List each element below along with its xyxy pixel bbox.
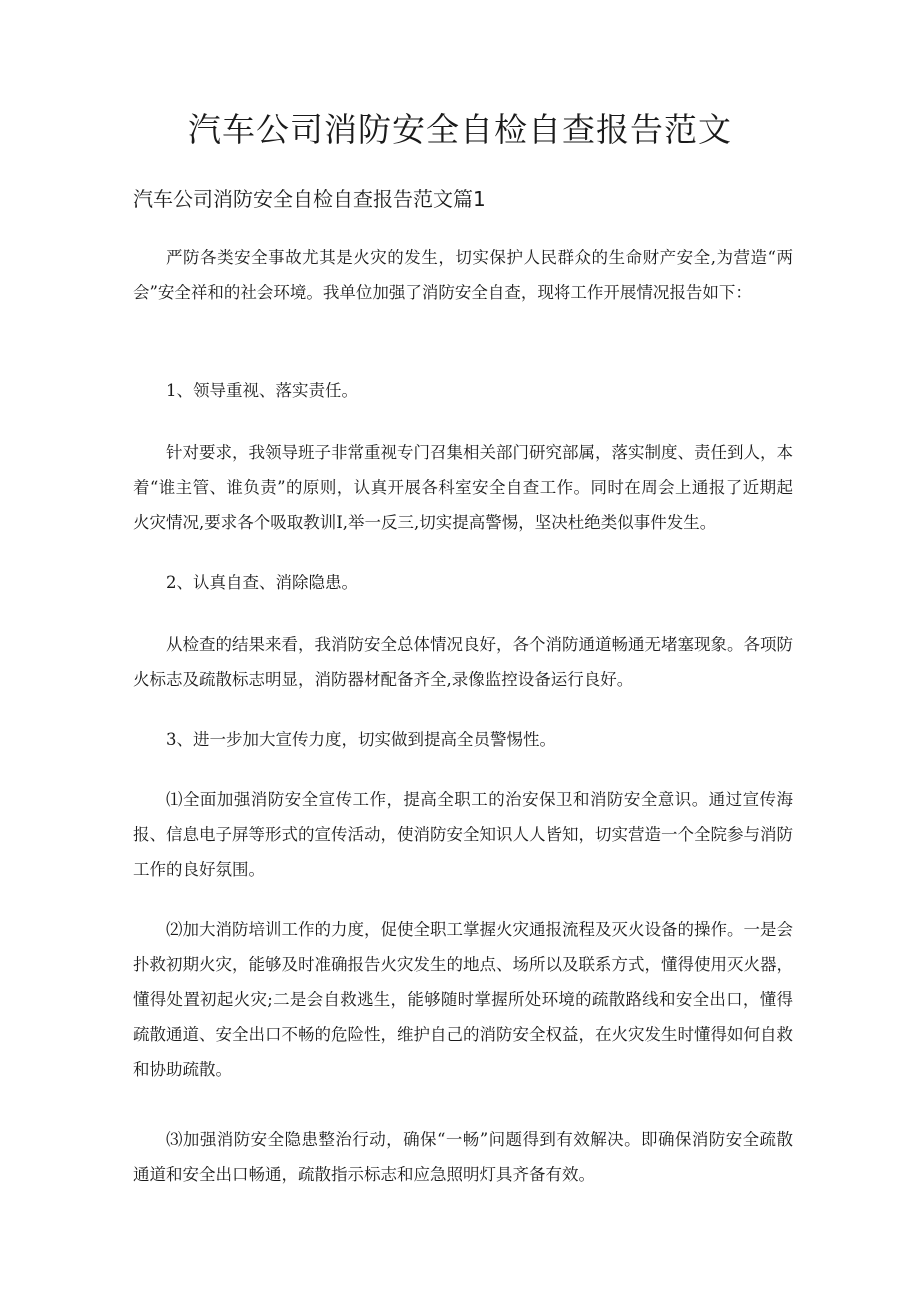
paragraph-leadership: 针对要求，我领导班子非常重视专门召集相关部门研究部属，落实制度、责任到人，本着“谁主管、谁负责”的原则，认真开展各科室安全自查工作。同时在周会上通报了近期起火灾情况,要求各个吸取教训I,举一反三,切实提高警惕，坚决杜绝类似事件发生。 — [133, 443, 793, 532]
item-heading-1: 1、领导重视、落实责任。 — [166, 381, 358, 400]
paragraph-hazard-rectification: ⑶加强消防安全隐患整治行动，确保“一畅”问题得到有效解决。即确保消防安全疏散通道和安全出口畅通，疏散指示标志和应急照明灯具齐备有效。 — [133, 1130, 793, 1184]
paragraph-intro: 严防各类安全事故尤其是火灾的发生，切实保护人民群众的生命财产安全,为营造“两会”安全祥和的社会环境。我单位加强了消防安全自查，现将工作开展情况报告如下： — [133, 248, 793, 302]
item-heading-3: 3、进一步加大宣传力度，切实做到提高全员警惕性。 — [166, 730, 556, 749]
paragraph-publicity: ⑴全面加强消防安全宣传工作，提高全职工的治安保卫和消防安全意识。通过宣传海报、信息电子屏等形式的宣传活动，使消防安全知识人人皆知，切实营造一个全院参与消防工作的良好氛围。 — [133, 790, 793, 879]
paragraph-training: ⑵加大消防培训工作的力度，促使全职工掌握火灾通报流程及灭火设备的操作。一是会扑救初期火灾，能够及时准确报告火灾发生的地点、场所以及联系方式，懂得使用灭火器，懂得处置初起火灾;二是会自救逃生，能够随时掌握所处环境的疏散路线和安全出口，懂得疏散通道、安全出口不畅的危险性，维护自己的消防安全权益，在火灾发生时懂得如何自救和协助疏散。 — [133, 920, 793, 1079]
document-title: 汽车公司消防安全自检自查报告范文 — [188, 110, 732, 149]
paragraph-inspection: 从检查的结果来看，我消防安全总体情况良好，各个消防通道畅通无堵塞现象。各项防火标志及疏散标志明显，消防器材配备齐全,录像监控设备运行良好。 — [133, 635, 793, 689]
item-heading-2: 2、认真自查、消除隐患。 — [166, 573, 358, 592]
section-heading: 汽车公司消防安全自检自查报告范文篇1 — [133, 187, 486, 211]
